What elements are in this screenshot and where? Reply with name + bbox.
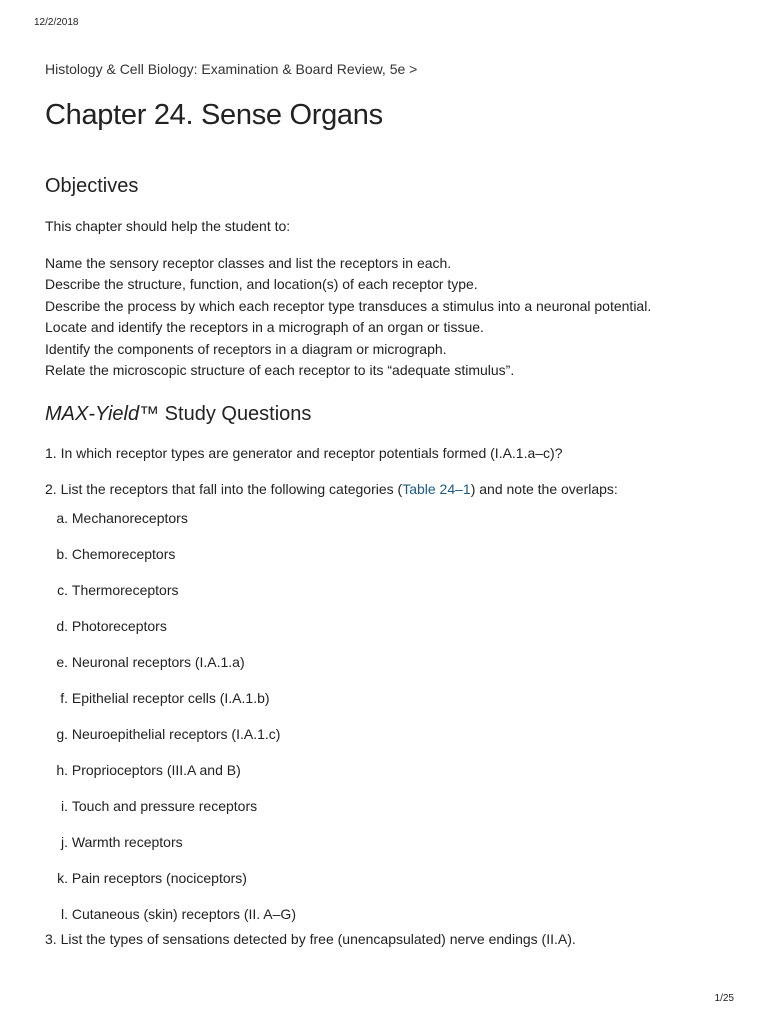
list-item [45, 498, 735, 534]
list-item [45, 786, 735, 822]
breadcrumb[interactable]: Histology & Cell Biology: Examination & Board Review, 5e > [45, 61, 418, 77]
question-2-text-end: ) and note the overlaps: [470, 481, 618, 498]
list-marker: b. [56, 546, 68, 563]
list-marker: i. [61, 798, 68, 815]
objective-item: Name the sensory receptor classes and list the receptors in each. [45, 255, 452, 271]
list-marker: l. [61, 906, 68, 923]
list-marker: k. [57, 870, 68, 887]
list-item-text: Neuroepithelial receptors (I.A.1.c) [71, 726, 281, 743]
list-item-text: Thermoreceptors [71, 582, 179, 599]
list-item-text: Epithelial receptor cells (I.A.1.b) [71, 690, 270, 707]
list-marker: a. [56, 510, 68, 527]
print-date: 12/2/2018 [34, 17, 79, 28]
document-body [45, 60, 735, 948]
list-marker: c. [57, 582, 68, 599]
list-item [45, 894, 735, 930]
list-item [45, 570, 735, 606]
objectives-heading: Objectives [45, 175, 139, 197]
list-item-text: Cutaneous (skin) receptors (II. A–G) [71, 906, 296, 923]
list-item [45, 714, 735, 750]
list-marker: j. [61, 834, 68, 851]
list-item [45, 750, 735, 786]
objective-item: Relate the microscopic structure of each receptor to its “adequate stimulus”. [45, 362, 515, 379]
list-item-text: Warmth receptors [71, 834, 183, 851]
question-2-sublist [45, 498, 735, 930]
list-marker: f. [60, 690, 68, 707]
objective-item: Locate and identify the receptors in a micrograph of an organ or tissue. [45, 319, 484, 336]
objective-item: Describe the process by which each receptor type transduces a stimulus into a neuronal potential. [45, 297, 652, 314]
table-24-1-link[interactable]: Table 24–1 [402, 481, 471, 498]
list-marker: h. [56, 762, 68, 779]
question-2 [45, 480, 735, 498]
list-item-text: Touch and pressure receptors [71, 798, 258, 815]
question-1: 1. In which receptor types are generator and receptor potentials formed (I.A.1.a–c)? [45, 445, 563, 462]
question-2-text-start: 2. List the receptors that fall into the following categories ( [45, 481, 403, 498]
trademark-mark: ™ [139, 403, 160, 426]
chapter-title: Chapter 24. Sense Organs [45, 99, 383, 131]
list-item-text: Mechanoreceptors [71, 510, 188, 527]
page-number: 1/25 [714, 993, 734, 1004]
question-3: 3. List the types of sensations detected by free (unencapsulated) nerve endings (II.A). [45, 931, 576, 948]
study-questions-heading [45, 401, 735, 427]
objectives-intro: This chapter should help the student to: [45, 218, 291, 234]
list-item [45, 642, 735, 678]
list-item-text: Proprioceptors (III.A and B) [71, 762, 241, 779]
objective-item: Describe the structure, function, and location(s) of each receptor type. [45, 276, 478, 293]
list-item-text: Neuronal receptors (I.A.1.a) [71, 654, 245, 671]
list-item [45, 678, 735, 714]
list-item [45, 858, 735, 894]
list-marker: g. [56, 726, 68, 743]
objectives-list [45, 253, 735, 381]
list-marker: d. [56, 618, 68, 635]
study-questions-heading-text: Study Questions [159, 403, 312, 426]
list-item-text: Pain receptors (nociceptors) [71, 870, 247, 887]
list-item [45, 534, 735, 570]
list-item-text: Chemoreceptors [71, 546, 176, 563]
list-item-text: Photoreceptors [71, 618, 167, 635]
max-yield-brand: MAX-Yield [45, 403, 140, 426]
list-item [45, 606, 735, 642]
list-marker: e. [56, 654, 68, 671]
list-item [45, 822, 735, 858]
objective-item: Identify the components of receptors in a diagram or micrograph. [45, 340, 447, 357]
